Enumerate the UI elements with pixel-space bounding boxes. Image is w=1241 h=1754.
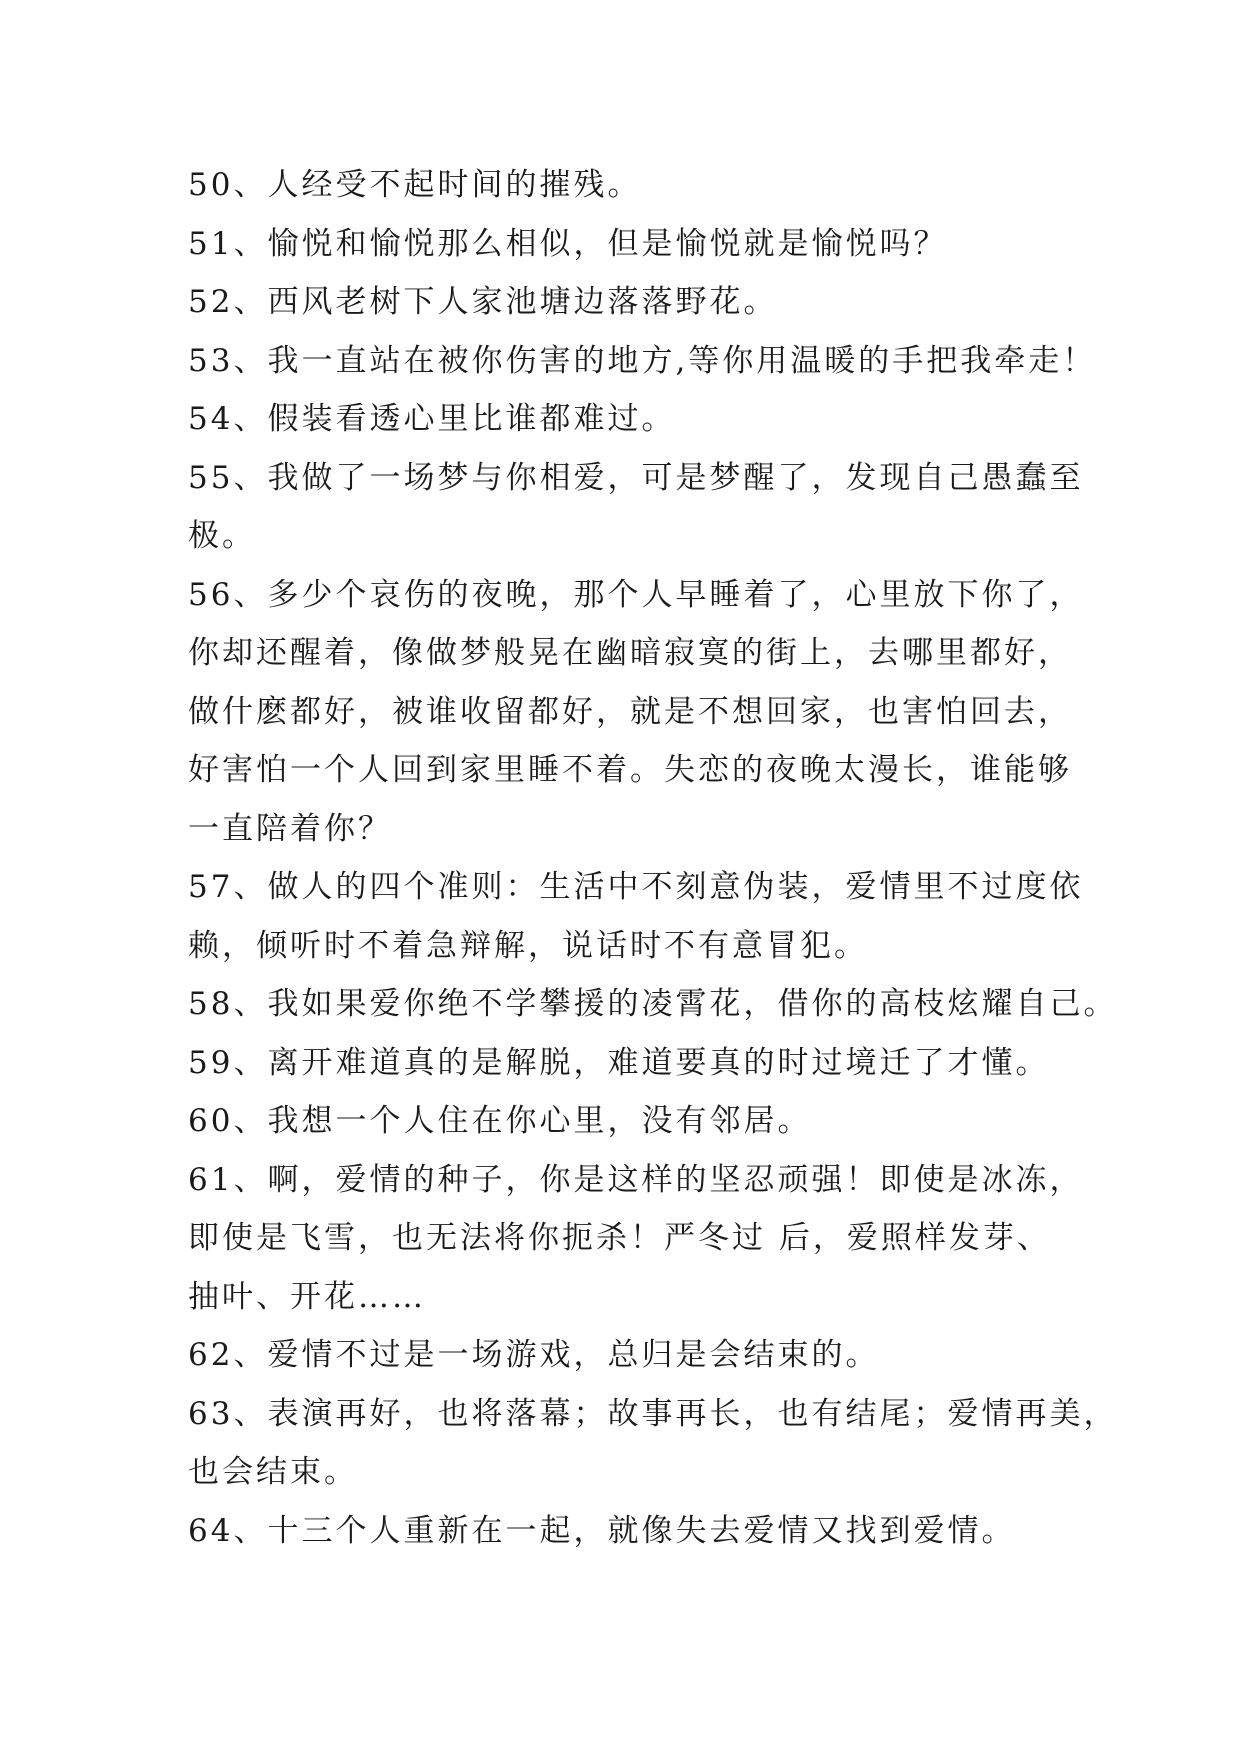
text-line: 56、多少个哀伤的夜晚，那个人早睡着了，心里放下你了， (188, 576, 1084, 613)
text-line: 即使是飞雪，也无法将你扼杀！严冬过 后，爱照样发芽、 (188, 1220, 1051, 1256)
text-line: 好害怕一个人回到家里睡不着。失恋的夜晚太漫长，谁能够 (188, 752, 1072, 788)
text-line: 61、啊，爱情的种子，你是这样的坚忍顽强！即使是冰冻， (188, 1161, 1084, 1198)
text-line: 63、表演再好，也将落幕；故事再长，也有结尾；爱情再美， (188, 1395, 1118, 1432)
text-line: 也会结束。 (188, 1454, 358, 1490)
text-line: 赖，倾听时不着急辩解，说话时不有意冒犯。 (188, 927, 868, 964)
text-line: 53、我一直站在被你伤害的地方,等你用温暖的手把我牵走！ (188, 342, 1097, 379)
text-line: 54、假装看透心里比谁都难过。 (188, 401, 676, 437)
text-line: 做什麽都好，被谁收留都好，就是不想回家，也害怕回去， (188, 693, 1072, 730)
text-line: 51、愉悦和愉悦那么相似，但是愉悦就是愉悦吗？ (188, 225, 948, 262)
text-line: 55、我做了一场梦与你相爱，可是梦醒了，发现自己愚蠢至 (188, 459, 1084, 496)
text-line: 60、我想一个人住在你心里，没有邻居。 (188, 1103, 812, 1139)
document-page (188, 156, 1118, 1560)
text-line: 极。 (188, 518, 256, 554)
text-line: 62、爱情不过是一场游戏，总归是会结束的。 (188, 1337, 880, 1373)
text-line: 50、人经受不起时间的摧残。 (188, 167, 642, 203)
text-line: 一直陪着你？ (188, 810, 392, 847)
text-line: 58、我如果爱你绝不学攀援的凌霄花，借你的高枝炫耀自己。 (188, 986, 1118, 1022)
text-line: 你却还醒着，像做梦般晃在幽暗寂寞的街上，去哪里都好， (188, 635, 1072, 671)
text-line: 52、西风老树下人家池塘边落落野花。 (188, 284, 778, 320)
text-line: 57、做人的四个准则：生活中不刻意伪装，爱情里不过度依 (188, 869, 1084, 905)
text-line: 59、离开难道真的是解脱，难道要真的时过境迁了才懂。 (188, 1044, 1050, 1081)
text-line: 64、十三个人重新在一起，就像失去爱情又找到爱情。 (188, 1512, 1016, 1549)
text-line: 抽叶、开花…… (188, 1278, 426, 1315)
